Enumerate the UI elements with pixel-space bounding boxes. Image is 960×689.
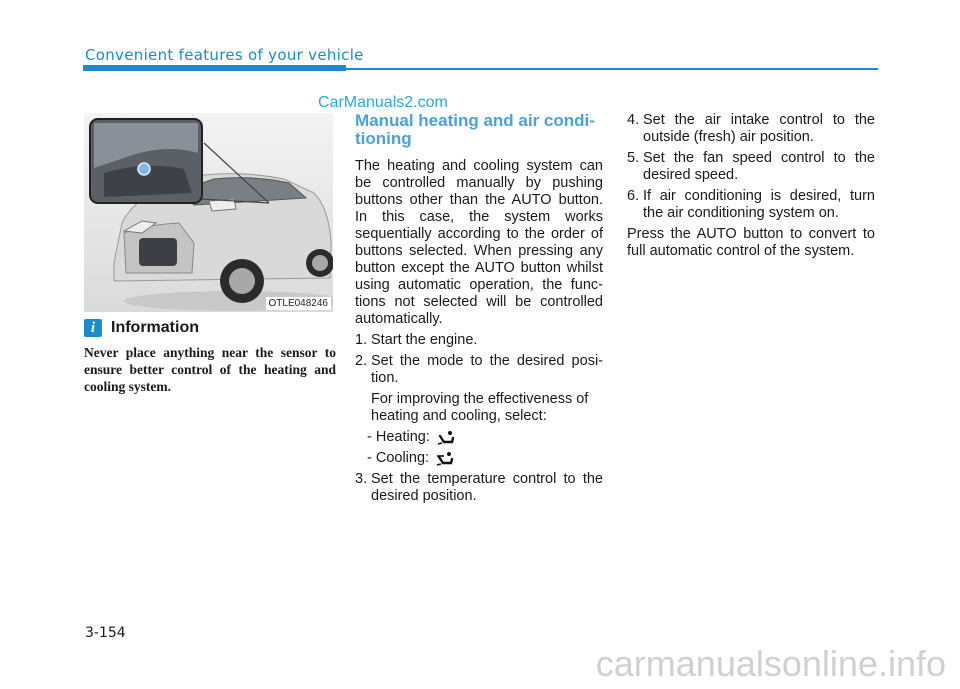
vehicle-sensor-figure xyxy=(84,113,333,312)
suv-illustration xyxy=(84,113,333,312)
step-item xyxy=(355,471,603,505)
section-header-title: Convenient features of your vehicle xyxy=(85,46,364,64)
information-title: Information xyxy=(111,319,199,336)
manual-section-title: Manual heating and air condi- tioning xyxy=(355,111,595,148)
step-item xyxy=(355,332,603,349)
information-body: Never place anything near the sensor to ensure better control of the heating and cooling system. xyxy=(84,345,336,394)
face-floor-mode-icon xyxy=(435,451,455,467)
step-number: 2. xyxy=(355,353,368,369)
information-header xyxy=(84,319,199,337)
step-item xyxy=(355,353,603,387)
step-item xyxy=(627,188,875,222)
watermark-top: CarManuals2.com xyxy=(318,94,448,111)
step2-subtext: For improving the effectiveness of heating and cooling, select: xyxy=(371,391,589,424)
header-rule-thin xyxy=(346,68,878,70)
manual-column-left xyxy=(355,112,603,509)
step-number: 4. xyxy=(627,112,640,128)
step-number: 1. xyxy=(355,332,368,348)
heating-label: - Heating: xyxy=(367,429,430,445)
step-text: Set the air intake control to the outside (fresh) air position. xyxy=(643,112,875,145)
step-text: Start the engine. xyxy=(371,332,478,348)
figure-caption: OTLE048246 xyxy=(266,297,332,310)
step-item xyxy=(627,112,875,146)
step-text: Set the fan speed control to the desired speed. xyxy=(643,150,875,183)
step-item xyxy=(627,150,875,184)
floor-mode-icon xyxy=(436,430,456,446)
manual-closing: Press the AUTO button to convert to full automatic control of the system. xyxy=(627,226,875,259)
cooling-label: - Cooling: xyxy=(367,450,430,466)
step-number: 6. xyxy=(627,188,640,204)
step-number: 3. xyxy=(355,471,368,487)
manual-intro: The heating and cooling system can be controlled manually by pushing buttons other than the AUTO button. In this case, the system works sequentially according to the order of buttons selected. When pressing any button except the AUTO button whilst using automatic operation, the func- tions not selected will be controlled automatically. xyxy=(355,158,603,327)
cooling-option xyxy=(367,450,603,467)
step-text: If air conditioning is desired, turn the air conditioning system on. xyxy=(643,188,875,221)
watermark-bottom: carmanualsonline.info xyxy=(595,643,946,684)
header-rule-thick xyxy=(83,65,346,71)
page-number: 3-154 xyxy=(85,625,126,641)
manual-column-right xyxy=(627,112,875,264)
heating-option xyxy=(367,429,603,446)
step-text: Set the temperature control to the desired position. xyxy=(371,471,603,504)
step-number: 5. xyxy=(627,150,640,166)
information-icon: i xyxy=(84,319,102,337)
step-text: Set the mode to the desired posi- tion. xyxy=(371,353,603,386)
